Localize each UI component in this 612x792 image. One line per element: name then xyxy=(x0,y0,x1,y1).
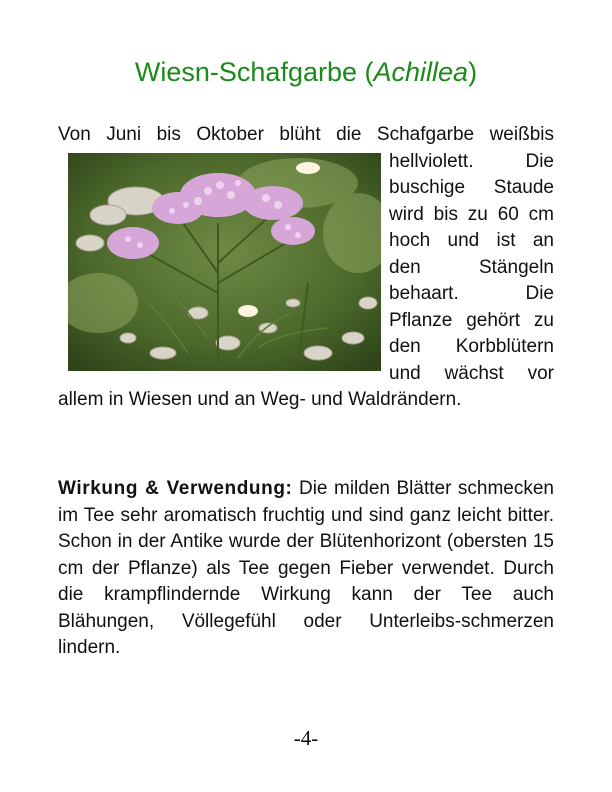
effect-text: Die milden Blätter schmecken im Tee sehr aromatisch fruchtig und sind ganz leicht bitter. Schon in der Antike wurde der Blütenhorizont (obersten 15 cm der Pflanze) als Tee gegen Fieber verwendet. Durch die krampflindernde Wirkung kann der Tee auch Blähungen, Völlegefühl oder Unterleibs-schmerzen lindern. xyxy=(58,478,555,658)
yarrow-photo xyxy=(68,153,381,371)
intro-first-line: Von Juni bis Oktober blüht die Schafgarbe weiß xyxy=(58,124,530,145)
effect-paragraph xyxy=(58,476,554,662)
intro-paragraph xyxy=(58,122,554,414)
effect-heading: Wirkung & Verwendung: xyxy=(58,478,293,499)
page-title xyxy=(0,57,612,88)
page-number: -4- xyxy=(293,726,319,750)
title-latin-name: Achillea xyxy=(373,57,469,87)
intro-text: bis hellviolett. Die buschige Staude wird bis zu 60 cm hoch und ist an den Stängeln behaart. Die Pflanze gehört zu den Korbblütern und wächst vor allem in Wiesen und an Weg- und Waldrändern. xyxy=(58,124,554,410)
title-close: ) xyxy=(468,57,478,87)
title-main: Wiesn-Schafgarbe ( xyxy=(134,57,374,87)
